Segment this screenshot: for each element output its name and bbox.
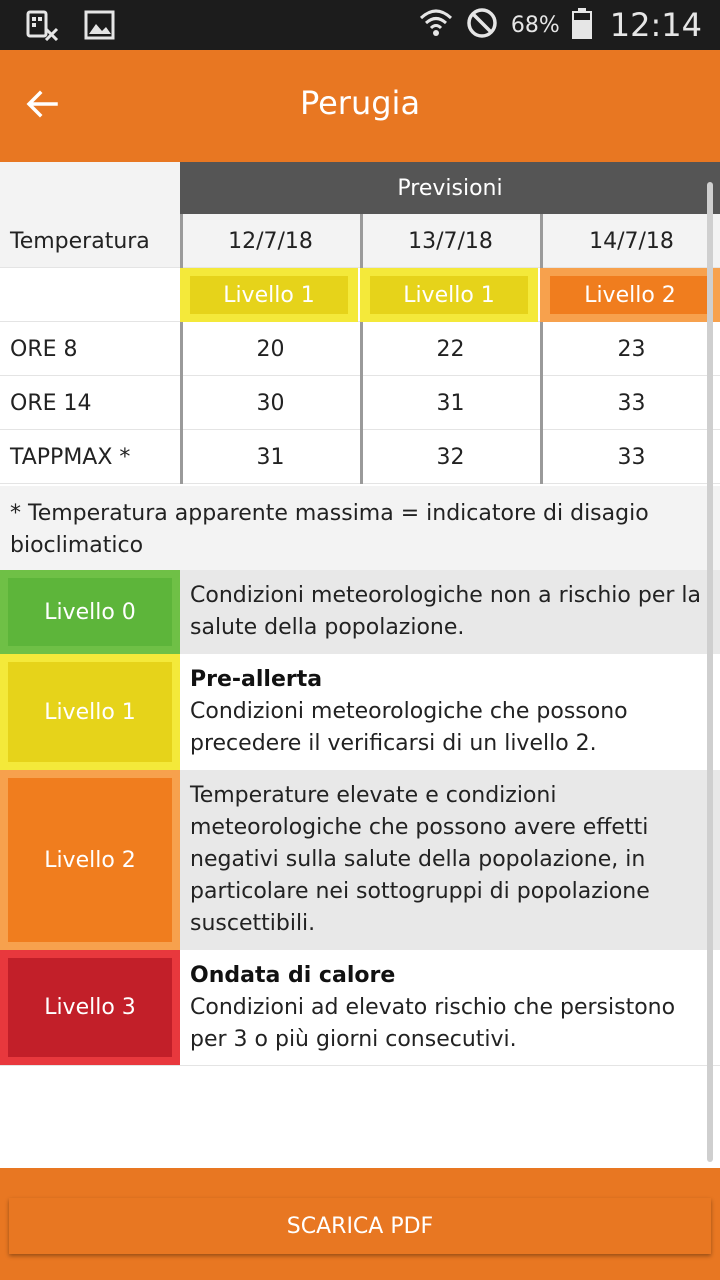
temperature-label: Temperatura — [10, 228, 150, 254]
date-cell: 12/7/18 — [180, 214, 358, 268]
download-pdf-button[interactable]: SCARICA PDF — [9, 1198, 711, 1254]
legend-level-label: Livello 1 — [8, 662, 172, 762]
row-label: TAPPMAX * — [10, 444, 131, 470]
row-label: ORE 14 — [10, 390, 92, 416]
table-row — [0, 430, 720, 484]
level-badge: Livello 2 — [550, 276, 710, 314]
level-badge: Livello 1 — [190, 276, 348, 314]
legend-level-label: Livello 3 — [8, 958, 172, 1057]
dates-row — [0, 214, 720, 268]
legend-description — [190, 570, 712, 654]
legend-text: Condizioni meteorologiche che possono precedere il verificarsi di un livello 2. — [190, 699, 628, 756]
value-cell: 33 — [540, 430, 720, 484]
legend-text: Condizioni ad elevato rischio che persistono per 3 o più giorni consecutivi. — [190, 994, 676, 1052]
legend-description — [190, 770, 712, 950]
legend-description — [190, 950, 712, 1065]
clock: 12:14 — [609, 6, 702, 44]
sim-off-icon — [26, 9, 60, 45]
image-icon — [84, 9, 116, 45]
value-cell: 22 — [360, 322, 538, 376]
date-cell: 14/7/18 — [540, 214, 720, 268]
wifi-icon — [419, 6, 453, 44]
level-cell — [540, 268, 720, 322]
legend-swatch — [0, 950, 180, 1065]
legend-description — [190, 654, 712, 770]
row-label: ORE 8 — [10, 336, 78, 362]
level-cell — [360, 268, 538, 322]
value-cell: 31 — [360, 376, 538, 430]
legend-swatch — [0, 654, 180, 770]
level-cell — [180, 268, 358, 322]
value-cell: 30 — [180, 376, 358, 430]
legend-title: Ondata di calore — [190, 962, 396, 988]
value-cell: 23 — [540, 322, 720, 376]
table-corner — [0, 162, 180, 214]
legend-item-level-1 — [0, 654, 720, 770]
value-cell: 31 — [180, 430, 358, 484]
legend-text: Condizioni meteorologiche non a rischio per la salute della popolazione. — [190, 583, 702, 640]
footnote: * Temperatura apparente massima = indicatore di disagio bioclimatico — [0, 486, 720, 570]
legend-level-label: Livello 0 — [8, 578, 172, 646]
app-bar — [0, 50, 720, 162]
legend-level-label: Livello 2 — [8, 778, 172, 942]
legend-swatch — [0, 770, 180, 950]
table-row — [0, 322, 720, 376]
value-cell: 20 — [180, 322, 358, 376]
do-not-disturb-icon — [465, 6, 499, 44]
legend-text: Temperature elevate e condizioni meteorologiche che possono avere effetti negativi sulla salute della popolazione, in particolare nei sottogruppi di popolazione suscettibili. — [190, 783, 650, 936]
content-area[interactable] — [0, 162, 720, 1168]
status-bar — [0, 0, 720, 50]
value-cell: 33 — [540, 376, 720, 430]
page-title: Perugia — [299, 84, 421, 122]
legend-item-level-0 — [0, 570, 720, 654]
date-cell: 13/7/18 — [360, 214, 538, 268]
level-badge: Livello 1 — [370, 276, 528, 314]
battery-percent: 68% — [510, 12, 560, 38]
scrollbar[interactable] — [707, 182, 713, 1162]
battery-icon — [572, 7, 592, 43]
legend-item-level-2 — [0, 770, 720, 950]
bottom-bar — [0, 1168, 720, 1280]
legend-swatch — [0, 570, 180, 654]
table-row — [0, 376, 720, 430]
legend-title: Pre-allerta — [190, 667, 323, 692]
levels-row — [0, 268, 720, 322]
forecast-header: Previsioni — [180, 162, 720, 214]
legend-item-level-3 — [0, 950, 720, 1066]
value-cell: 32 — [360, 430, 538, 484]
